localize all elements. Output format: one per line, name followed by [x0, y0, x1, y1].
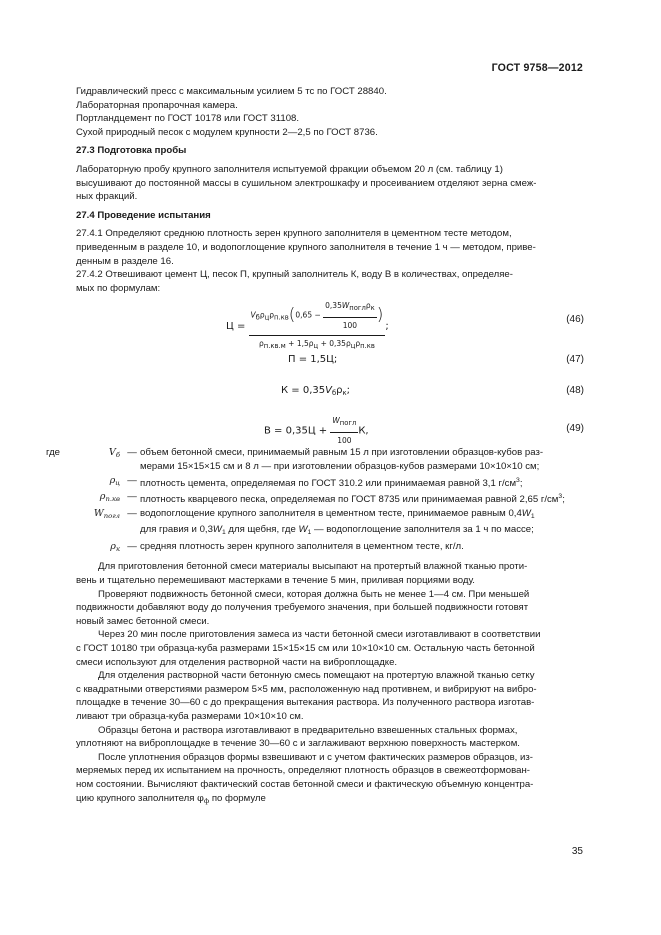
equipment-line: Лабораторная пропарочная камера. [76, 99, 238, 111]
definition-w-pogl: $W_{погл}$ — водопоглощение крупного заполнителя в цементном тесте, принимаемое равным $0,4W_1$ для гравия и $0,3W_1$ для щебня, где $W_1$ — водопоглощение заполнителя за 1 ч по массе; [93, 507, 535, 537]
text-line: приведенным в разделе 10, и водопоглощение крупного заполнителя в течение 1 ч — методом, приве- [76, 241, 536, 253]
formula-47-expr: П = 1,5Ц; [288, 354, 338, 366]
formula-46: Ц = Vбρцρп.кв(0,65 − $\frac{\text{0,35Wпоглρк}}{100}$ ) ρп.кв.м + 1,5ρц + 0,35ρцρп.кв ; (46) [76, 295, 584, 343]
definition-rho-c: $\rho_ц$ — плотность цемента, определяемая по ГОСТ 310.2 или принимаемая равной 3,1 $г/см^3$; [109, 474, 523, 489]
text-line: денным в разделе 16. [76, 255, 174, 267]
page-number: 35 [571, 846, 583, 857]
text-line: ных фракций. [76, 191, 138, 203]
document-body [46, 85, 584, 808]
equipment-line: Портландцемент по ГОСТ 10178 или ГОСТ 31108. [76, 113, 300, 125]
formula-49: В = 0,35Ц + $\frac{\text{Wпогл}}{100}$ К, (49) [76, 402, 584, 444]
formula-48: $К = 0,35V_б\rho_к$; (48) [281, 385, 584, 398]
formula-48-expr: К = 0,35 [281, 385, 326, 397]
formula-46-fraction: Vбρцρп.кв(0,65 − $\frac{\text{0,35Wпоглρк}}{100}$ ) ρп.кв.м + 1,5ρц + 0,35ρцρп.кв [250, 301, 384, 350]
definition-rho-k: $\rho_к$ — средняя плотность зерен крупного заполнителя в цементном тесте, кг/л. [110, 540, 464, 553]
equipment-line: Гидравлический пресс с максимальным усилием 5 тс по ГОСТ 28840. [76, 86, 387, 97]
definition-rho-pkv: $\rho_{п.кв}$ — плотность кварцевого песка, определяемая по ГОСТ 8735 или принимаемая равной 2,65 $г/см^3$; [99, 491, 565, 506]
paragraph: После уплотнения образцов формы взвешивают и с учетом фактических размеров образцов, из- меряемых перед их испытанием на прочность, определяют плотность образцов в свежеотформован- ном состоянии. Вычисляют фактический состав бетонной смеси и фактическую объемную концентра- цию крупного заполнителя $\varphi_ф$ по формуле [76, 751, 534, 805]
formula-49-number: (49) [566, 423, 584, 435]
formula-46-lhs: Ц = [226, 321, 246, 333]
paragraph: Образцы бетона и раствора изготавливают в предварительно взвешенных стальных формах, уплотняют на виброплощадке в течение 30—60 с и заглаживают верхнюю поверхность мастерком. [76, 724, 520, 750]
formula-48-number: (48) [566, 385, 584, 397]
formula-49-fraction: $\frac{\text{Wпогл}}{100}$ [332, 416, 357, 445]
section-27-4-title: 27.4 Проведение испытания [76, 209, 211, 221]
formula-47-number: (47) [566, 354, 584, 366]
text-line: 27.4.2 Отвешивают цемент Ц, песок П, крупный заполнитель К, воду В в количествах, определяе- [76, 269, 513, 281]
text-line: мых по формулам: [76, 282, 161, 294]
equipment-line: Сухой природный песок с модулем крупности 2—2,5 по ГОСТ 8736. [76, 126, 378, 138]
formula-47 [76, 343, 584, 372]
text-line: 27.4.1 Определяют среднюю плотность зерен крупного заполнителя в цементном тесте методом, [76, 228, 512, 240]
definition-vb: где $V_б$ — объем бетонной смеси, принимаемый равным 15 л при изготовлении образцов-кубов раз- мерами 15×15×15 см и 8 л — при изготовлении образцов-кубов размерами 10×10×10 см; [46, 447, 544, 472]
standard-header: ГОСТ 9758—2012 [491, 62, 583, 74]
formula-46-number: (46) [566, 314, 584, 326]
formula-49-lhs: В = 0,35Ц + [264, 425, 328, 437]
paragraph: Для отделения растворной части бетонную смесь помещают на протертую влажной тканью сетку с квадратными отверстиями размером 5×5 мм, расположенную над противнем, и вибрируют на вибро- площадке в течение 30—60 с до прекращения вытекания раствора. Из полученного раствора изготав- ливают три образца-куба размерами 10×10×10 см. [76, 670, 537, 722]
text-line: высушивают до постоянной массы в сушильном электрошкафу и просеиванием отделяют зерна смеж- [76, 177, 537, 189]
definitions-list [46, 446, 584, 556]
section-27-3-title: 27.3 Подготовка пробы [76, 145, 187, 157]
paragraph: Проверяют подвижность бетонной смеси, которая должна быть не менее 1—4 см. При меньшей подвижности добавляют воду до получения требуемого значения, при большей подвижности готовят новый замес бетонной смеси. [76, 588, 530, 627]
text-line: Лабораторную пробу крупного заполнителя испытуемой фракции объемом 20 л (см. таблицу 1) [76, 163, 503, 175]
paragraph: Через 20 мин после приготовления замеса из части бетонной смеси изготавливают в соответствии с ГОСТ 10180 три образца-куба размерами 15×15×15 см или 10×10×10 см. Остальную часть бетонной смеси используют для отделения растворной части на виброплощадке. [76, 629, 541, 668]
paragraph: Для приготовления бетонной смеси материалы высыпают на протертый влажной тканью проти- вень и тщательно перемешивают мастерками в течение 5 мин, приливая порциями воду. [76, 561, 528, 587]
